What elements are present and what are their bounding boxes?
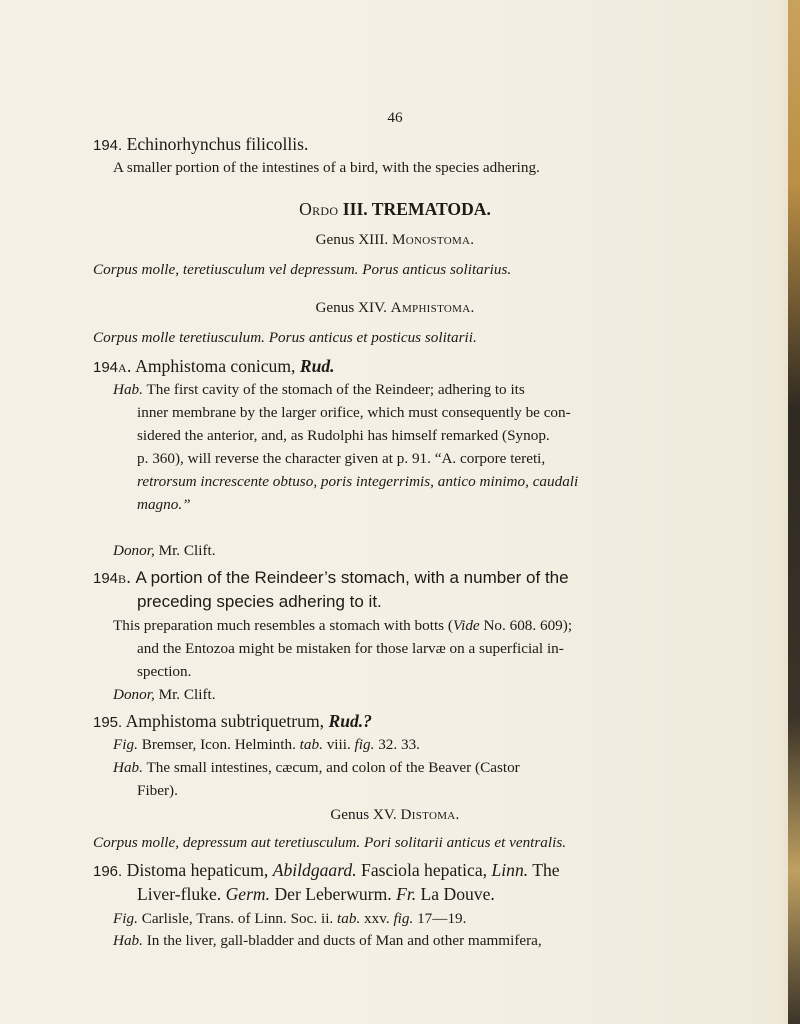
entry-194-number: 194. bbox=[93, 137, 123, 154]
genus-15-name: Distoma. bbox=[400, 806, 460, 823]
donor-label: Donor, bbox=[113, 686, 155, 703]
genus-13-label: Genus XIII. bbox=[315, 231, 389, 248]
ordo-name: III. TREMATODA. bbox=[342, 199, 491, 219]
genus-15-label: Genus XV. bbox=[330, 806, 397, 823]
entry-194b-donor bbox=[113, 685, 216, 705]
genus-13-name: Monostoma. bbox=[391, 231, 475, 248]
hab-label: Hab. bbox=[113, 381, 143, 398]
entry-196-the: The bbox=[532, 860, 560, 880]
hab-label: Hab. bbox=[113, 932, 143, 949]
genus-14-desc-b: Porus anticus et posticus solitarii. bbox=[268, 329, 477, 346]
entry-194a-donor bbox=[113, 541, 216, 561]
entry-194a-hab-line-4: p. 360), will reverse the character given at p. 91. “A. corpore tereti, bbox=[137, 450, 546, 467]
entry-196-hab-text: In the liver, gall-bladder and ducts of Man and other mammifera, bbox=[146, 932, 542, 949]
entry-196-fig-fig: fig. bbox=[393, 910, 414, 927]
entry-195-fig-c: 32. 33. bbox=[378, 736, 420, 753]
entry-196-title-line-2 bbox=[137, 884, 495, 904]
genus-13-description bbox=[93, 260, 511, 280]
genus-15-description bbox=[93, 833, 566, 853]
entry-194a-donor-name: Mr. Clift. bbox=[158, 542, 216, 559]
fig-label: Fig. bbox=[113, 736, 138, 753]
entry-194b-suffix: b. bbox=[118, 567, 132, 587]
entry-196-title-line-1 bbox=[93, 860, 560, 882]
entry-194-text: A smaller portion of the intestines of a bird, with the species adhering. bbox=[113, 159, 540, 176]
fig-label: Fig. bbox=[113, 910, 138, 927]
entry-194a-name: Amphistoma conicum, bbox=[135, 356, 296, 376]
entry-196-hab bbox=[113, 931, 542, 951]
entry-194a-hab-5b: retrorsum increscente obtuso, poris integerrimis, antico minimo, caudali bbox=[137, 473, 579, 490]
entry-194-name: Echinorhynchus filicollis. bbox=[126, 134, 309, 154]
entry-194b-text-line-2: and the Entozoa might be mistaken for those larvæ on a superficial in- bbox=[137, 640, 564, 657]
entry-194a-hab-6: magno.” bbox=[137, 496, 191, 513]
entry-194a-title bbox=[93, 356, 335, 378]
entry-194b-text-line-3: spection. bbox=[137, 663, 192, 680]
entry-195-hab-line-2: Fiber). bbox=[137, 782, 178, 799]
entry-196-synonym: Fasciola hepatica, bbox=[361, 860, 488, 880]
hab-label: Hab. bbox=[113, 759, 143, 776]
entry-196-german: Der Leberwurm. bbox=[274, 884, 392, 904]
genus-13-heading bbox=[0, 230, 790, 250]
entry-194a-author: Rud. bbox=[299, 356, 335, 376]
entry-195-fig-tab: tab. bbox=[299, 736, 323, 753]
entry-196-author: Abildgaard. bbox=[272, 860, 357, 880]
entry-196-fig-tab: tab. bbox=[337, 910, 361, 927]
genus-15-desc-b: Pori solitarii anticus et ventralis. bbox=[363, 834, 567, 851]
donor-label: Donor, bbox=[113, 542, 155, 559]
entry-194a-hab-1: The first cavity of the stomach of the Reindeer; adhering to its bbox=[146, 381, 525, 398]
book-edge bbox=[788, 0, 800, 1024]
page-number: 46 bbox=[387, 109, 403, 126]
entry-194b-text-1c: No. 608. 609); bbox=[479, 617, 573, 634]
entry-194a-hab-line-5 bbox=[137, 472, 578, 492]
entry-194b-text-1a: This preparation much resembles a stomach with botts ( bbox=[113, 617, 453, 634]
genus-14-label: Genus XIV. bbox=[315, 299, 387, 316]
genus-14-heading bbox=[0, 298, 790, 318]
entry-195-title bbox=[93, 711, 372, 733]
entry-195-fig-a: Bremser, Icon. Helminth. bbox=[141, 736, 296, 753]
entry-194b-title-line-2 bbox=[137, 591, 382, 612]
entry-196-fig-c: 17—19. bbox=[417, 910, 467, 927]
ordo-label: Ordo bbox=[299, 199, 339, 219]
entry-194a-suffix: a. bbox=[118, 356, 132, 376]
entry-196-name: Distoma hepaticum, bbox=[126, 860, 269, 880]
entry-195-hab-line-1 bbox=[113, 758, 520, 778]
entry-195-author: Rud.? bbox=[328, 711, 372, 731]
entry-196-fig bbox=[113, 909, 466, 929]
entry-195-fig-b: viii. bbox=[326, 736, 351, 753]
entry-195-fig-fig: fig. bbox=[354, 736, 375, 753]
fr-label: Fr. bbox=[396, 884, 417, 904]
entry-195-fig bbox=[113, 735, 420, 755]
entry-196-french: La Douve. bbox=[420, 884, 495, 904]
entry-196-fig-a: Carlisle, Trans. of Linn. Soc. ii. bbox=[141, 910, 334, 927]
genus-15-desc-a: Corpus molle, depressum aut teretiusculum. bbox=[93, 834, 361, 851]
entry-195-hab-1: The small intestines, cæcum, and colon of the Beaver (Castor bbox=[146, 759, 520, 776]
entry-194-title bbox=[93, 134, 308, 156]
entry-194a-hab-line-2: inner membrane by the larger orifice, which must consequently be con- bbox=[137, 404, 571, 421]
entry-194a-number: 194 bbox=[93, 359, 119, 376]
entry-194b-text-line-1 bbox=[113, 616, 572, 636]
entry-196-fig-b: xxv. bbox=[364, 910, 390, 927]
ordo-heading bbox=[0, 199, 790, 219]
entry-194a-hab-line-1 bbox=[113, 380, 525, 400]
entry-194b-title-line-1 bbox=[93, 567, 569, 589]
entry-194a-hab-line-6 bbox=[137, 495, 191, 515]
entry-196-number: 196. bbox=[93, 863, 123, 880]
genus-15-heading bbox=[0, 805, 790, 825]
genus-14-name: Amphistoma. bbox=[390, 299, 475, 316]
entry-196-synonym-author: Linn. bbox=[491, 860, 529, 880]
germ-label: Germ. bbox=[225, 884, 271, 904]
genus-14-desc-a: Corpus molle teretiusculum. bbox=[93, 329, 265, 346]
entry-194b-donor-name: Mr. Clift. bbox=[158, 686, 216, 703]
entry-194b-number: 194 bbox=[93, 570, 119, 587]
entry-194b-text-1b: Vide bbox=[452, 617, 480, 634]
entry-194b-title-1: A portion of the Reindeer’s stomach, with a number of the bbox=[135, 568, 569, 587]
genus-13-desc-b: Porus anticus solitarius. bbox=[362, 261, 512, 278]
genus-14-description bbox=[93, 328, 477, 348]
entry-195-name: Amphistoma subtriquetrum, bbox=[125, 711, 325, 731]
entry-196-common-name: Liver-fluke. bbox=[137, 884, 222, 904]
entry-195-number: 195. bbox=[93, 714, 123, 731]
genus-13-desc-a: Corpus molle, teretiusculum vel depressum. bbox=[93, 261, 359, 278]
entry-194a-hab-line-3: sidered the anterior, and, as Rudolphi has himself remarked (Synop. bbox=[137, 427, 550, 444]
entry-194b-title-2: preceding species adhering to it. bbox=[137, 592, 382, 611]
